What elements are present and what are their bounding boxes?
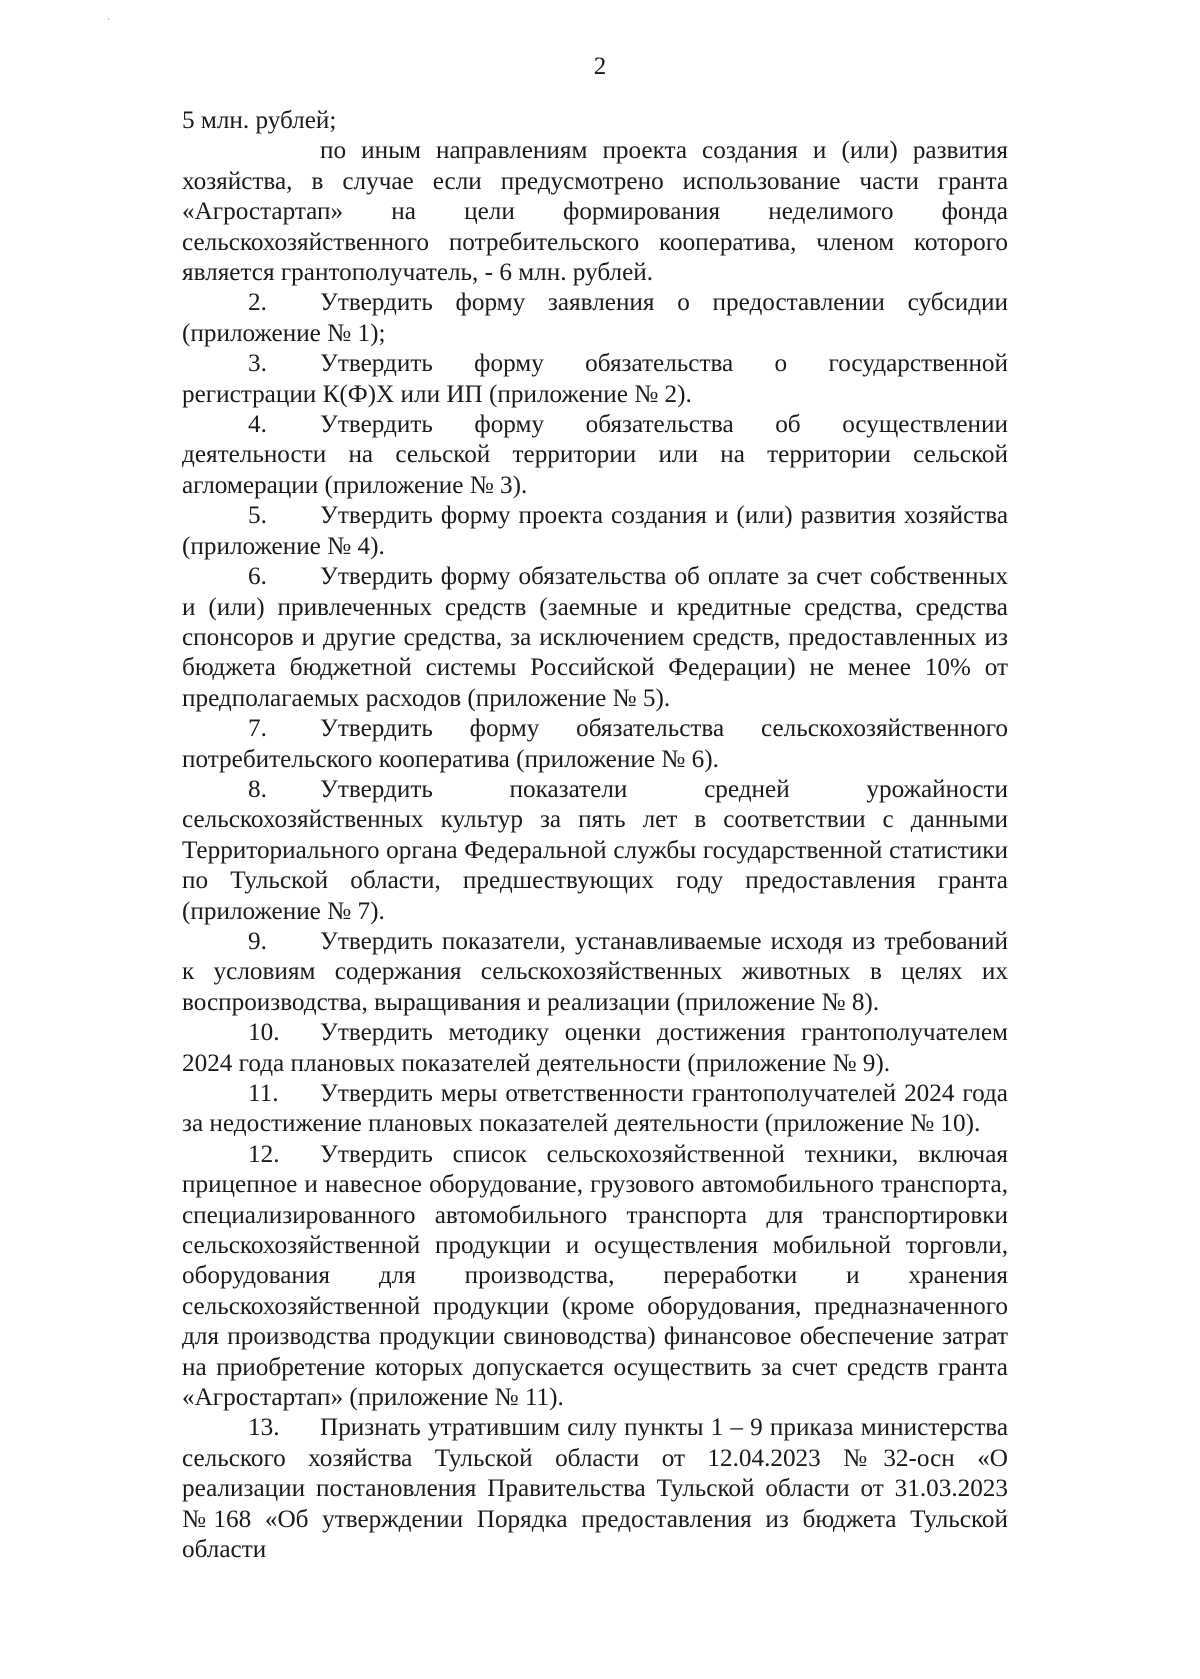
item-text: Утвердить форму проекта создания и (или) развития хозяйства (приложение № 4). bbox=[182, 502, 1008, 560]
item-12 bbox=[182, 1140, 1008, 1414]
scan-speck bbox=[108, 18, 109, 20]
item-number: 13. bbox=[248, 1414, 280, 1442]
item-8 bbox=[182, 775, 1008, 927]
item-2 bbox=[182, 288, 1008, 349]
item-6 bbox=[182, 562, 1008, 714]
item-11 bbox=[182, 1079, 1008, 1140]
item-9 bbox=[182, 927, 1008, 1018]
intro-line-1: 5 млн. рублей; bbox=[182, 107, 337, 134]
item-4 bbox=[182, 410, 1008, 501]
item-number: 12. bbox=[248, 1140, 280, 1168]
item-text: Утвердить меры ответственности грантополучателей 2024 года за недостижение плановых показателей деятельности (приложение № 10). bbox=[182, 1080, 1008, 1138]
item-number: 5. bbox=[248, 502, 267, 530]
item-number: 2. bbox=[248, 289, 267, 317]
item-number: 8. bbox=[248, 775, 267, 803]
item-number: 3. bbox=[248, 350, 267, 378]
item-3 bbox=[182, 349, 1008, 410]
item-5 bbox=[182, 501, 1008, 562]
item-number: 9. bbox=[248, 927, 267, 955]
page-number: 2 bbox=[593, 53, 607, 80]
item-number: 11. bbox=[248, 1080, 279, 1107]
item-7 bbox=[182, 714, 1008, 775]
item-number: 10. bbox=[248, 1019, 280, 1047]
item-text: Утвердить форму обязательства об оплате за счет собственных и (или) привлеченных средств (заемные и кредитные средства, средства спонсоров и другие средства, за исключением средств, предоставленных из бюджета бюджетной системы Российской Федерации) не менее 10% от предполагаемых расходов (приложение № 5). bbox=[182, 563, 1008, 712]
item-text: Утвердить форму обязательства об осуществлении деятельности на сельской территории или на территории сельской агломерации (приложение № 3). bbox=[182, 411, 1008, 499]
item-text: Утвердить форму обязательства о государственной регистрации К(Ф)Х или ИП (приложение № 2). bbox=[182, 350, 1008, 408]
item-number: 4. bbox=[248, 411, 267, 439]
item-text: Утвердить методику оценки достижения грантополучателем 2024 года плановых показателей деятельности (приложение № 9). bbox=[182, 1019, 1008, 1077]
item-13 bbox=[182, 1413, 1008, 1565]
document-body bbox=[182, 106, 1008, 1566]
item-text: Утвердить форму обязательства сельскохозяйственного потребительского кооператива (приложение № 6). bbox=[182, 715, 1008, 773]
item-text: Утвердить показатели средней урожайности сельскохозяйственных культур за пять лет в соответствии с данными Территориального органа Федеральной службы государственной статистики по Тульской области, предшествующих году предоставления гранта (приложение № 7). bbox=[182, 775, 1008, 925]
item-text: Утвердить список сельскохозяйственной техники, включая прицепное и навесное оборудование, грузового автомобильного транспорта, специализированного автомобильного транспорта для транспортировки сельскохозяйственной продукции и осуществления мобильной торговли, оборудования для производства, переработки и хранения сельскохозяйственной продукции (кроме оборудования, предназначенного для производства продукции свиноводства) финансовое обеспечение затрат на приобретение которых допускается осуществить за счет средств гранта «Агростартап» (приложение № 11). bbox=[182, 1140, 1008, 1412]
item-10 bbox=[182, 1018, 1008, 1079]
item-number: 7. bbox=[248, 715, 267, 743]
item-number: 6. bbox=[248, 563, 267, 591]
item-text: Утвердить показатели, устанавливаемые исходя из требований к условиям содержания сельскохозяйственных животных в целях их воспроизводства, выращивания и реализации (приложение № 8). bbox=[182, 927, 1008, 1016]
intro-paragraph: по иным направлениям проекта создания и (или) развития хозяйства, в случае если предусмотрено использование части гранта «Агростартап» на цели формирования неделимого фонда сельскохозяйственного потребительского кооператива, членом которого является грантополучатель, - 6 млн. рублей. bbox=[182, 137, 1008, 287]
item-text: Признать утратившим силу пункты 1 – 9 приказа министерства сельского хозяйства Тульской области от 12.04.2023 №32-осн «О реализации постановления Правительства Тульской области от 31.03.2023 №168 «Об утверждении Порядка предоставления из бюджета Тульской области bbox=[182, 1414, 1008, 1564]
item-text: Утвердить форму заявления о предоставлении субсидии (приложение № 1); bbox=[182, 289, 1008, 347]
